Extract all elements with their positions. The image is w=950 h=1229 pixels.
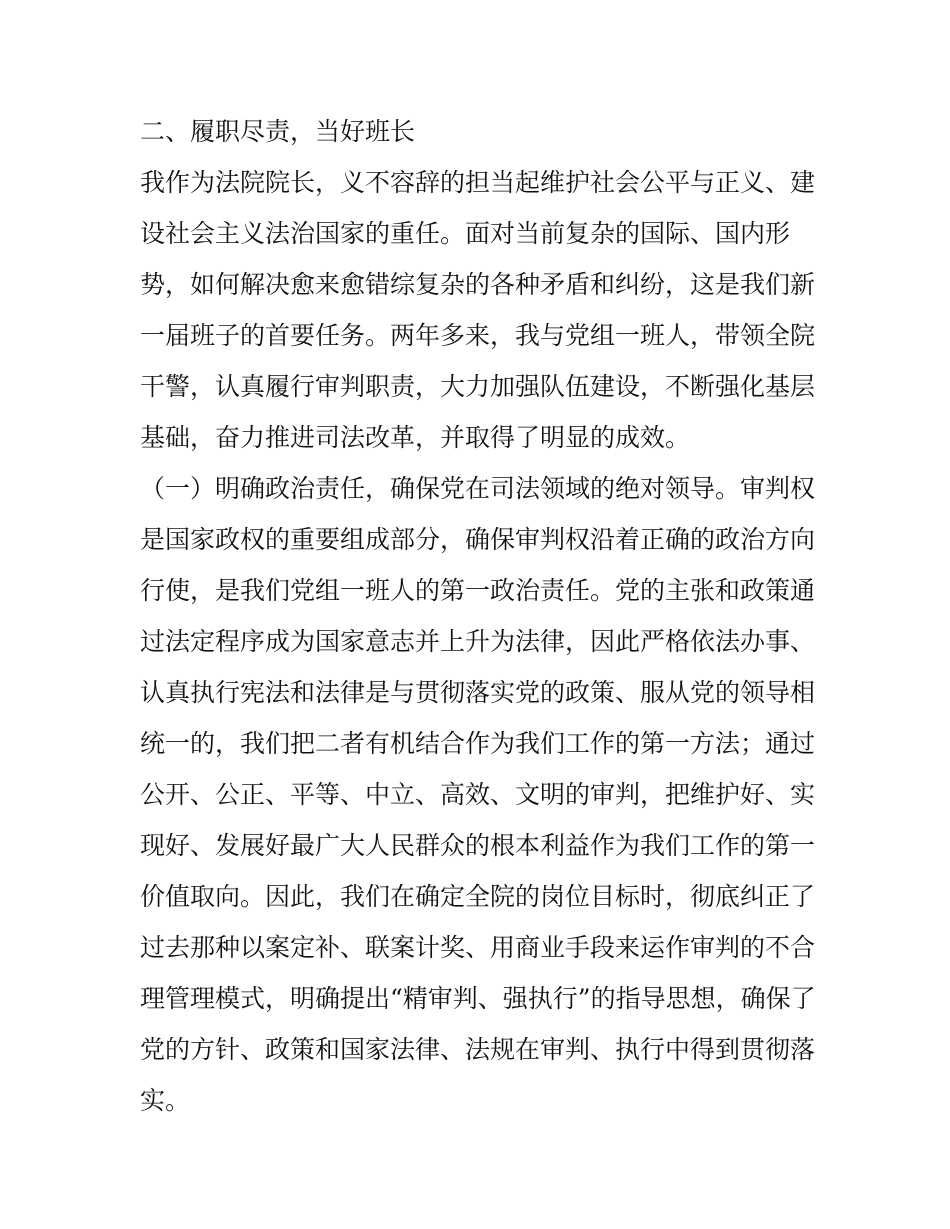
paragraph-line: 是国家政权的重要组成部分，确保审判权沿着正确的政治方向 (140, 525, 816, 554)
paragraph-line: 党的方针、政策和国家法律、法规在审判、执行中得到贯彻落 (140, 1035, 816, 1064)
paragraph-line: 过法定程序成为国家意志并上升为法律，因此严格依法办事、 (140, 627, 816, 656)
paragraph-line: 价值取向。因此，我们在确定全院的岗位目标时，彻底纠正了 (140, 882, 816, 911)
paragraph-line: 我作为法院院长，义不容辞的担当起维护社会公平与正义、建 (140, 168, 816, 197)
section-heading: 二、履职尽责，当好班长 (140, 117, 416, 146)
paragraph-line: 干警，认真履行审判职责，大力加强队伍建设，不断强化基层 (140, 372, 816, 401)
paragraph-line: 势，如何解决愈来愈错综复杂的各种矛盾和纠纷，这是我们新 (140, 270, 816, 299)
paragraph-line: 一届班子的首要任务。两年多来，我与党组一班人，带领全院 (140, 321, 816, 350)
document-body (140, 106, 820, 1126)
paragraph-line: 过去那种以案定补、联案计奖、用商业手段来运作审判的不合 (140, 933, 816, 962)
paragraph-line: 现好、发展好最广大人民群众的根本利益作为我们工作的第一 (140, 831, 816, 860)
paragraph-line: 实。 (140, 1086, 191, 1115)
paragraph-line: 认真执行宪法和法律是与贯彻落实党的政策、服从党的领导相 (140, 678, 816, 707)
paragraph-line: 行使，是我们党组一班人的第一政治责任。党的主张和政策通 (140, 576, 816, 605)
paragraph-line: 理管理模式，明确提出“精审判、强执行”的指导思想，确保了 (140, 984, 816, 1013)
paragraph-line: 统一的，我们把二者有机结合作为我们工作的第一方法；通过 (140, 729, 816, 758)
paragraph-line: 公开、公正、平等、中立、高效、文明的审判，把维护好、实 (140, 780, 816, 809)
paragraph-line: 设社会主义法治国家的重任。面对当前复杂的国际、国内形 (140, 219, 791, 248)
paragraph-line: 基础，奋力推进司法改革，并取得了明显的成效。 (140, 423, 691, 452)
paragraph-line: （一）明确政治责任，确保党在司法领域的绝对领导。审判权 (140, 474, 816, 503)
